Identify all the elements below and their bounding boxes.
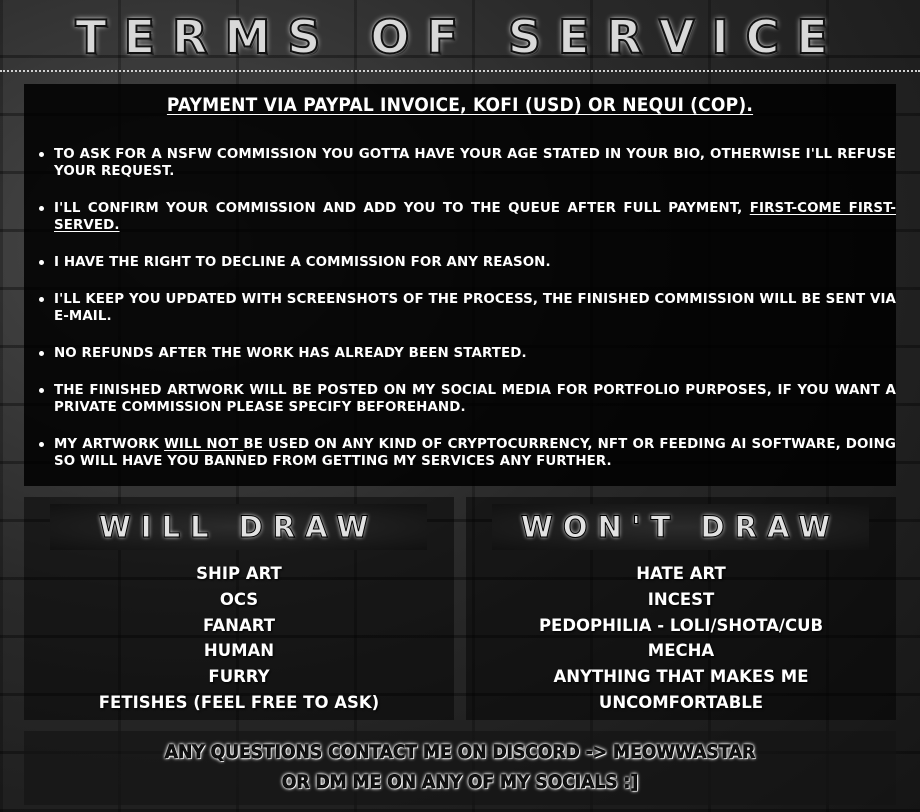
rule-text: BE USED ON ANY KIND OF CRYPTOCURRENCY, NFT OR FEEDING AI SOFTWARE, DOING SO WILL HAVE YOU BANNED FROM GETTING MY SERVICES ANY FURTHER.	[54, 437, 896, 469]
wont-draw-list	[466, 561, 896, 716]
list-item: FANART	[203, 615, 275, 635]
rule-item: THE FINISHED ARTWORK WILL BE POSTED ON MY SOCIAL MEDIA FOR PORTFOLIO PURPOSES, IF YOU WANT A PRIVATE COMMISSION PLEASE SPECIFY BEFOREHAND.	[38, 382, 896, 416]
list-item: MECHA	[647, 641, 715, 661]
will-draw-heading: WILL DRAW	[50, 504, 427, 550]
contact-line: OR DM ME ON ANY OF MY SOCIALS :]	[281, 771, 639, 793]
list-item: HATE ART	[636, 564, 726, 583]
rules-panel	[24, 84, 896, 486]
list-item: FURRY	[208, 667, 270, 687]
list-item: UNCOMFORTABLE	[598, 692, 764, 712]
rule-text: MY ARTWORK	[54, 437, 165, 452]
rule-item: NO REFUNDS AFTER THE WORK HAS ALREADY BEEN STARTED.	[38, 345, 896, 362]
list-item: SHIP ART	[196, 564, 282, 583]
rule-item: TO ASK FOR A NSFW COMMISSION YOU GOTTA HAVE YOUR AGE STATED IN YOUR BIO, OTHERWISE I'LL REFUSE YOUR REQUEST.	[38, 146, 896, 180]
rules-list	[38, 146, 896, 490]
will-draw-list	[24, 561, 454, 716]
will-draw-panel	[24, 497, 454, 720]
rule-item	[38, 200, 896, 234]
list-item: ANYTHING THAT MAKES ME	[553, 667, 809, 687]
list-item: HUMAN	[203, 641, 275, 661]
rule-item: I HAVE THE RIGHT TO DECLINE A COMMISSION FOR ANY REASON.	[38, 254, 896, 271]
list-item: INCEST	[647, 589, 715, 609]
contact-line: ANY QUESTIONS CONTACT ME ON DISCORD -> MEOWWASTAR	[164, 741, 756, 763]
list-item: OCS	[219, 589, 259, 609]
wont-draw-heading: WON'T DRAW	[492, 504, 869, 550]
list-item: PEDOPHILIA - LOLI/SHOTA/CUB	[538, 615, 824, 635]
title-divider	[0, 70, 920, 72]
contact-footer	[24, 731, 896, 805]
list-item: FETISHES (FEEL FREE TO ASK)	[98, 692, 380, 712]
rule-emphasis: FIRST-COME FIRST-SERVED.	[54, 201, 896, 233]
page-title: TERMS OF SERVICE	[75, 10, 845, 64]
rule-text: I'LL CONFIRM YOUR COMMISSION AND ADD YOU TO THE QUEUE AFTER FULL PAYMENT,	[54, 201, 750, 216]
rule-item	[38, 436, 896, 470]
wont-draw-panel	[466, 497, 896, 720]
rule-item: I'LL KEEP YOU UPDATED WITH SCREENSHOTS OF THE PROCESS, THE FINISHED COMMISSION WILL BE SENT VIA E-MAIL.	[38, 291, 896, 325]
payment-note: PAYMENT VIA PAYPAL INVOICE, KOFI (USD) OR NEQUI (COP).	[166, 94, 754, 116]
rule-emphasis: WILL NOT	[164, 437, 244, 452]
